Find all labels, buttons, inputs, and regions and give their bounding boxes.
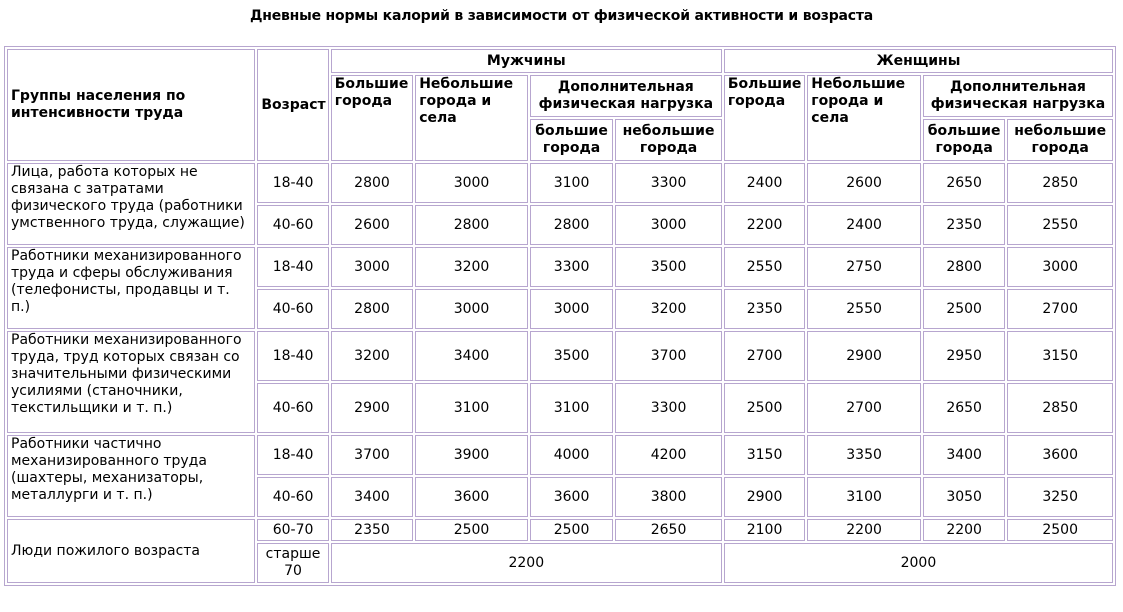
value-cell: 3500 [615, 247, 722, 287]
value-cell: 3300 [615, 163, 722, 203]
value-cell: 2350 [331, 519, 413, 541]
group-name-cell: Работники механизированного труда и сферы обслуживания (телефонисты, продавцы и т. п.) [7, 247, 255, 329]
value-cell: 3700 [615, 331, 722, 381]
value-cell: 3100 [530, 163, 613, 203]
age-cell: старше 70 [257, 543, 328, 583]
value-cell: 2900 [331, 383, 413, 433]
men-merged-value-cell: 2200 [331, 543, 722, 583]
value-cell: 3050 [923, 477, 1005, 517]
value-cell: 3100 [415, 383, 528, 433]
value-cell: 3400 [331, 477, 413, 517]
value-cell: 2950 [923, 331, 1005, 381]
table-row [7, 247, 1113, 287]
value-cell: 3800 [615, 477, 722, 517]
group-name-cell: Люди пожилого возраста [7, 519, 255, 583]
value-cell: 2500 [415, 519, 528, 541]
age-cell: 40-60 [257, 383, 328, 433]
calorie-table [4, 46, 1116, 586]
value-cell: 2800 [923, 247, 1005, 287]
value-cell: 2200 [923, 519, 1005, 541]
value-cell: 2700 [724, 331, 805, 381]
value-cell: 2800 [530, 205, 613, 245]
header-men-extra-big: большие города [530, 119, 613, 161]
page-title: Дневные нормы калорий в зависимости от физической активности и возраста [249, 8, 874, 24]
group-name-cell: Лица, работа которых не связана с затратами физического труда (работники умственного труда, служащие) [7, 163, 255, 245]
value-cell: 3200 [331, 331, 413, 381]
value-cell: 2200 [807, 519, 921, 541]
value-cell: 3300 [530, 247, 613, 287]
value-cell: 3700 [331, 435, 413, 475]
value-cell: 2850 [1007, 383, 1113, 433]
value-cell: 3900 [415, 435, 528, 475]
value-cell: 3150 [1007, 331, 1113, 381]
age-cell: 18-40 [257, 435, 328, 475]
value-cell: 2750 [807, 247, 921, 287]
value-cell: 2650 [615, 519, 722, 541]
header-group: Группы населения по интенсивности труда [7, 49, 255, 161]
age-cell: 40-60 [257, 477, 328, 517]
value-cell: 3600 [415, 477, 528, 517]
value-cell: 2500 [530, 519, 613, 541]
value-cell: 3300 [615, 383, 722, 433]
value-cell: 3250 [1007, 477, 1113, 517]
value-cell: 3600 [1007, 435, 1113, 475]
value-cell: 3000 [1007, 247, 1113, 287]
value-cell: 2400 [807, 205, 921, 245]
value-cell: 3400 [923, 435, 1005, 475]
header-men-extra-load: Дополнительная физическая нагрузка [530, 75, 722, 117]
value-cell: 3000 [415, 289, 528, 329]
value-cell: 2350 [923, 205, 1005, 245]
value-cell: 2500 [724, 383, 805, 433]
header-women-big-cities: Большие города [724, 75, 805, 161]
header-men: Мужчины [331, 49, 722, 73]
table-row [7, 519, 1113, 541]
header-men-extra-small: небольшие города [615, 119, 722, 161]
value-cell: 2800 [415, 205, 528, 245]
value-cell: 3200 [615, 289, 722, 329]
value-cell: 3200 [415, 247, 528, 287]
header-women-extra-load: Дополнительная физическая нагрузка [923, 75, 1113, 117]
value-cell: 2350 [724, 289, 805, 329]
value-cell: 3100 [530, 383, 613, 433]
value-cell: 3350 [807, 435, 921, 475]
table-row [7, 163, 1113, 203]
group-name-cell: Работники механизированного труда, труд которых связан со значительными физическими усилиями (станочники, текстильщики и т. п.) [7, 331, 255, 433]
value-cell: 2600 [331, 205, 413, 245]
value-cell: 2500 [923, 289, 1005, 329]
value-cell: 3500 [530, 331, 613, 381]
value-cell: 3000 [415, 163, 528, 203]
value-cell: 2900 [807, 331, 921, 381]
value-cell: 4200 [615, 435, 722, 475]
value-cell: 2550 [1007, 205, 1113, 245]
value-cell: 3400 [415, 331, 528, 381]
header-men-big-cities: Большие города [331, 75, 413, 161]
value-cell: 2550 [807, 289, 921, 329]
value-cell: 2400 [724, 163, 805, 203]
value-cell: 2550 [724, 247, 805, 287]
header-women-small-towns: Небольшие города и села [807, 75, 921, 161]
age-cell: 40-60 [257, 205, 328, 245]
value-cell: 2650 [923, 383, 1005, 433]
value-cell: 3000 [331, 247, 413, 287]
value-cell: 2800 [331, 289, 413, 329]
header-age: Возраст [257, 49, 328, 161]
age-cell: 18-40 [257, 247, 328, 287]
age-cell: 18-40 [257, 163, 328, 203]
value-cell: 2800 [331, 163, 413, 203]
value-cell: 2100 [724, 519, 805, 541]
header-women-extra-small: небольшие города [1007, 119, 1113, 161]
group-name-cell: Работники частично механизированного труда (шахтеры, механизаторы, металлурги и т. п.) [7, 435, 255, 517]
value-cell: 2650 [923, 163, 1005, 203]
value-cell: 2200 [724, 205, 805, 245]
value-cell: 2900 [724, 477, 805, 517]
value-cell: 2600 [807, 163, 921, 203]
value-cell: 2700 [1007, 289, 1113, 329]
header-women: Женщины [724, 49, 1113, 73]
age-cell: 18-40 [257, 331, 328, 381]
value-cell: 3150 [724, 435, 805, 475]
women-merged-value-cell: 2000 [724, 543, 1113, 583]
age-cell: 40-60 [257, 289, 328, 329]
value-cell: 4000 [530, 435, 613, 475]
value-cell: 3000 [530, 289, 613, 329]
value-cell: 2850 [1007, 163, 1113, 203]
value-cell: 2500 [1007, 519, 1113, 541]
table-row [7, 331, 1113, 381]
value-cell: 3600 [530, 477, 613, 517]
value-cell: 3100 [807, 477, 921, 517]
age-cell: 60-70 [257, 519, 328, 541]
value-cell: 3000 [615, 205, 722, 245]
value-cell: 2700 [807, 383, 921, 433]
table-row [7, 435, 1113, 475]
header-women-extra-big: большие города [923, 119, 1005, 161]
header-men-small-towns: Небольшие города и села [415, 75, 528, 161]
